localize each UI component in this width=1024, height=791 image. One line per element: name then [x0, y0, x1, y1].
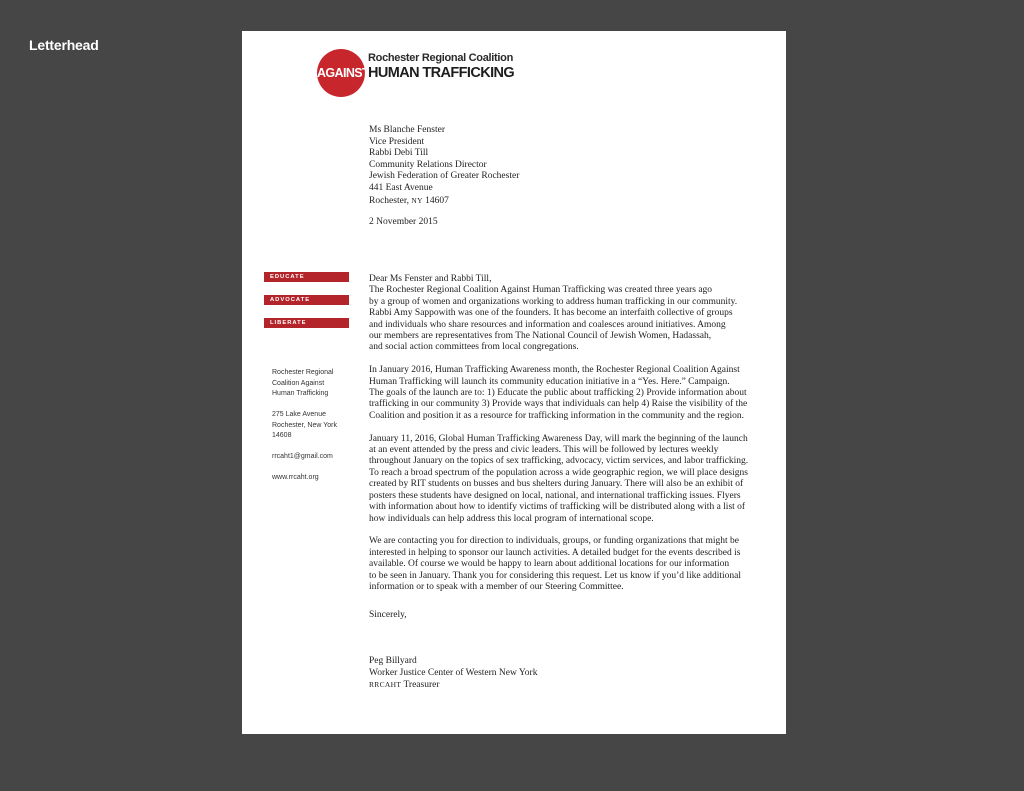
signer-role-line: [369, 679, 537, 692]
recipient-line: Rabbi Debi Till: [369, 148, 429, 159]
sidebar-address-line: 14608: [272, 432, 292, 439]
body-line: The Rochester Regional Coalition Against Human Trafficking was created three years ago: [369, 285, 713, 296]
body-paragraph: [369, 274, 764, 354]
body-line: trafficking in our community 3) Provide ways that individuals can help 4) Raise the visibility of the: [369, 399, 748, 410]
body-line: and individuals who share resources and information and coalesces around initiatives. Among: [369, 319, 726, 330]
body-line: interested in helping to sponsor our launch activities. A detailed budget for the events described is: [369, 547, 741, 558]
body-line: Coalition and position it as a resource for trafficking information in the community and the region.: [369, 410, 744, 421]
letter-page: [242, 31, 786, 734]
sidebar-contact: [272, 368, 337, 484]
body-line: Human Trafficking will launch its community education initiative in a “Yes. Here.” Campaign.: [369, 376, 730, 387]
signer-role: Treasurer: [403, 680, 440, 691]
recipient-line: 441 East Avenue: [369, 182, 433, 193]
body-line: with information about how to identify victims of trafficking will be distributed along with a list of: [369, 502, 746, 513]
logo-against-text: AGAINST: [317, 66, 370, 80]
body-line: by a group of women and organizations working to address human trafficking in our community.: [369, 296, 738, 307]
recipient-zip: 14607: [425, 195, 449, 206]
recipient-city-line: [369, 195, 519, 208]
body-paragraph: [369, 365, 764, 422]
body-line: January 11, 2016, Global Human Trafficking Awareness Day, will mark the beginning of the launch: [369, 433, 748, 444]
recipient-line: Community Relations Director: [369, 159, 487, 170]
body-paragraph: [369, 536, 764, 593]
frame-label: Letterhead: [29, 37, 99, 53]
recipient-city: Rochester,: [369, 195, 409, 206]
tag-educate: EDUCATE: [264, 272, 349, 282]
sidebar-email: rrcaht1@gmail.com: [272, 453, 333, 460]
body-line: posters these students have designed on local, national, and international trafficking issues. Flyers: [369, 490, 741, 501]
logo-org-line2: HUMAN TRAFFICKING: [368, 65, 515, 81]
tag-advocate: ADVOCATE: [264, 295, 349, 305]
body-line: and social action committees from local congregations.: [369, 342, 579, 353]
body-line: throughout January on the topics of sex trafficking, advocacy, victim services, and labor trafficking.: [369, 456, 749, 467]
body-line: information or to speak with a member of our Steering Committee.: [369, 581, 624, 592]
mission-tags: [264, 272, 349, 341]
recipient-state: NY: [411, 195, 423, 205]
letter-date: 2 November 2015: [369, 217, 438, 227]
sidebar-website: www.rrcaht.org: [272, 474, 319, 481]
body-line: created by RIT students on busses and bus shelters during January. There will also be an exhibit of: [369, 479, 744, 490]
body-line: at an event attended by the press and civic leaders. This will be followed by lectures weekly: [369, 445, 719, 456]
body-line: Rabbi Amy Sappowith was one of the founders. It has become an interfaith collective of groups: [369, 308, 733, 319]
body-line: to be seen in January. Thank you for considering this request. Let us know if you’d like additional: [369, 570, 742, 581]
body-line: our members are representatives from The National Council of Jewish Women, Hadassah,: [369, 331, 712, 342]
body-line: available. Of course we would be happy to learn about additional locations for our information: [369, 559, 730, 570]
recipient-line: Jewish Federation of Greater Rochester: [369, 171, 520, 182]
body-line: how individuals can help address this local program of international scope.: [369, 513, 654, 524]
body-line: The goals of the launch are to: 1) Educate the public about trafficking 2) Provide information about: [369, 388, 747, 399]
sidebar-address-line: 275 Lake Avenue: [272, 411, 326, 418]
recipient-line: Vice President: [369, 136, 425, 147]
recipient-line: Ms Blanche Fenster: [369, 125, 445, 135]
coalition-logo: [317, 49, 517, 99]
tag-liberate: LIBERATE: [264, 318, 349, 328]
closing: Sincerely,: [369, 610, 407, 620]
recipient-address: [369, 125, 519, 207]
body-line: To reach a broad spectrum of the population across a wide geographic region, we will place designs: [369, 467, 748, 478]
logo-org-line1: Rochester Regional Coalition: [368, 52, 514, 64]
sidebar-org-line: Human Trafficking: [272, 390, 329, 397]
signer-org-abbr: RRCAHT: [369, 680, 402, 690]
sidebar-org-line: Coalition Against: [272, 379, 325, 387]
sidebar-org-line: Rochester Regional: [272, 369, 334, 376]
signer-org: Worker Justice Center of Western New York: [369, 667, 538, 678]
body-line: In January 2016, Human Trafficking Awareness month, the Rochester Regional Coalition Against: [369, 365, 740, 376]
body-line: We are contacting you for direction to individuals, groups, or funding organizations that might be: [369, 536, 740, 547]
salutation: Dear Ms Fenster and Rabbi Till,: [369, 274, 492, 284]
letter-body: [369, 274, 764, 605]
body-paragraph: [369, 434, 764, 525]
signature-block: [369, 656, 537, 692]
signer-name: Peg Billyard: [369, 656, 417, 666]
sidebar-address-line: Rochester, New York: [272, 421, 337, 429]
